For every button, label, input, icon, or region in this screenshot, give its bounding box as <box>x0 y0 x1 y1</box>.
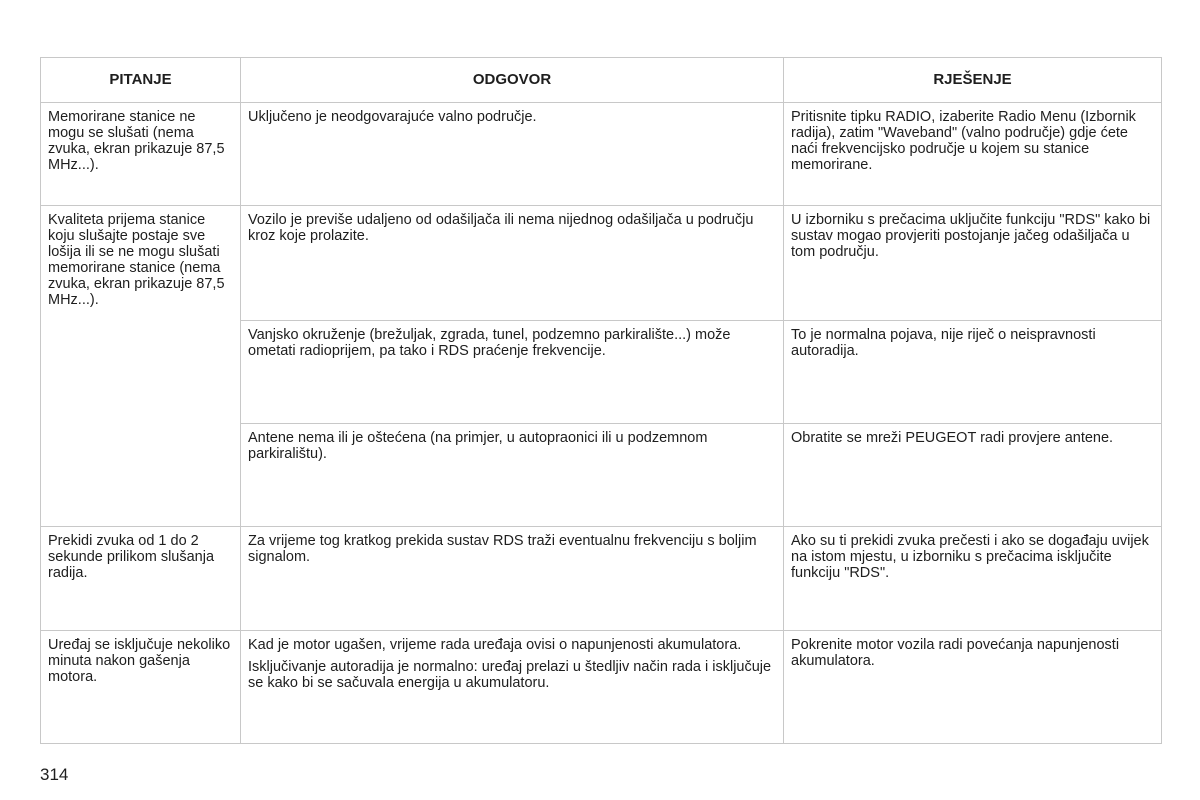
question-cell: Prekidi zvuka od 1 do 2 sekunde prilikom slušanja radija. <box>41 527 241 631</box>
answer-cell <box>241 206 784 321</box>
solution-cell: To je normalna pojava, nije riječ o neispravnosti autoradija. <box>784 321 1162 424</box>
column-header-answer: ODGOVOR <box>241 58 784 103</box>
answer-cell <box>241 631 784 744</box>
column-header-solution: RJEŠENJE <box>784 58 1162 103</box>
answer-cell <box>241 424 784 527</box>
question-cell: Kvaliteta prijema stanice koju slušajte postaje sve lošija ili se ne mogu slušati memorirane stanice (nema zvuka, ekran prikazuje 87,5 MHz...). <box>41 206 241 527</box>
solution-cell: Ako su ti prekidi zvuka prečesti i ako se događaju uvijek na istom mjestu, u izborniku s prečacima isključite funkciju "RDS". <box>784 527 1162 631</box>
table-row <box>41 527 1162 631</box>
answer-text: Isključivanje autoradija je normalno: uređaj prelazi u štedljiv način rada i isključuje se kako bi se sačuvala energija u akumulatoru. <box>248 659 772 691</box>
table-row <box>41 103 1162 206</box>
solution-cell: Pritisnite tipku RADIO, izaberite Radio Menu (Izbornik radija), zatim "Waveband" (valno područje) gdje ćete naći frekvencijsko područje u kojem su stanice memorirane. <box>784 103 1162 206</box>
question-cell: Memorirane stanice ne mogu se slušati (nema zvuka, ekran prikazuje 87,5 MHz...). <box>41 103 241 206</box>
answer-text: Vozilo je previše udaljeno od odašiljača ili nema nijednog odašiljača u području kroz koje prolazite. <box>248 212 754 244</box>
answer-text: Vanjsko okruženje (brežuljak, zgrada, tunel, podzemno parkiralište...) može ometati radioprijem, pa tako i RDS praćenje frekvencije. <box>248 327 731 359</box>
answer-cell <box>241 527 784 631</box>
solution-cell: U izborniku s prečacima uključite funkciju "RDS" kako bi sustav mogao provjeriti postojanje jačeg odašiljača u tom području. <box>784 206 1162 321</box>
answer-cell <box>241 321 784 424</box>
question-cell: Uređaj se isključuje nekoliko minuta nakon gašenja motora. <box>41 631 241 744</box>
answer-text: Antene nema ili je oštećena (na primjer, u autopraonici ili u podzemnom parkiralištu). <box>248 430 708 462</box>
answer-text: Uključeno je neodgovarajuće valno područje. <box>248 109 537 125</box>
solution-cell: Pokrenite motor vozila radi povećanja napunjenosti akumulatora. <box>784 631 1162 744</box>
table-row <box>41 206 1162 321</box>
table-row <box>41 631 1162 744</box>
troubleshooting-table <box>40 57 1162 744</box>
column-header-question: PITANJE <box>41 58 241 103</box>
answer-text: Kad je motor ugašen, vrijeme rada uređaja ovisi o napunjenosti akumulatora. <box>248 637 742 653</box>
answer-text: Za vrijeme tog kratkog prekida sustav RDS traži eventualnu frekvenciju s boljim signalom. <box>248 533 757 565</box>
page-number: 314 <box>40 765 69 784</box>
solution-cell: Obratite se mreži PEUGEOT radi provjere antene. <box>784 424 1162 527</box>
header-row <box>41 58 1162 103</box>
answer-cell <box>241 103 784 206</box>
